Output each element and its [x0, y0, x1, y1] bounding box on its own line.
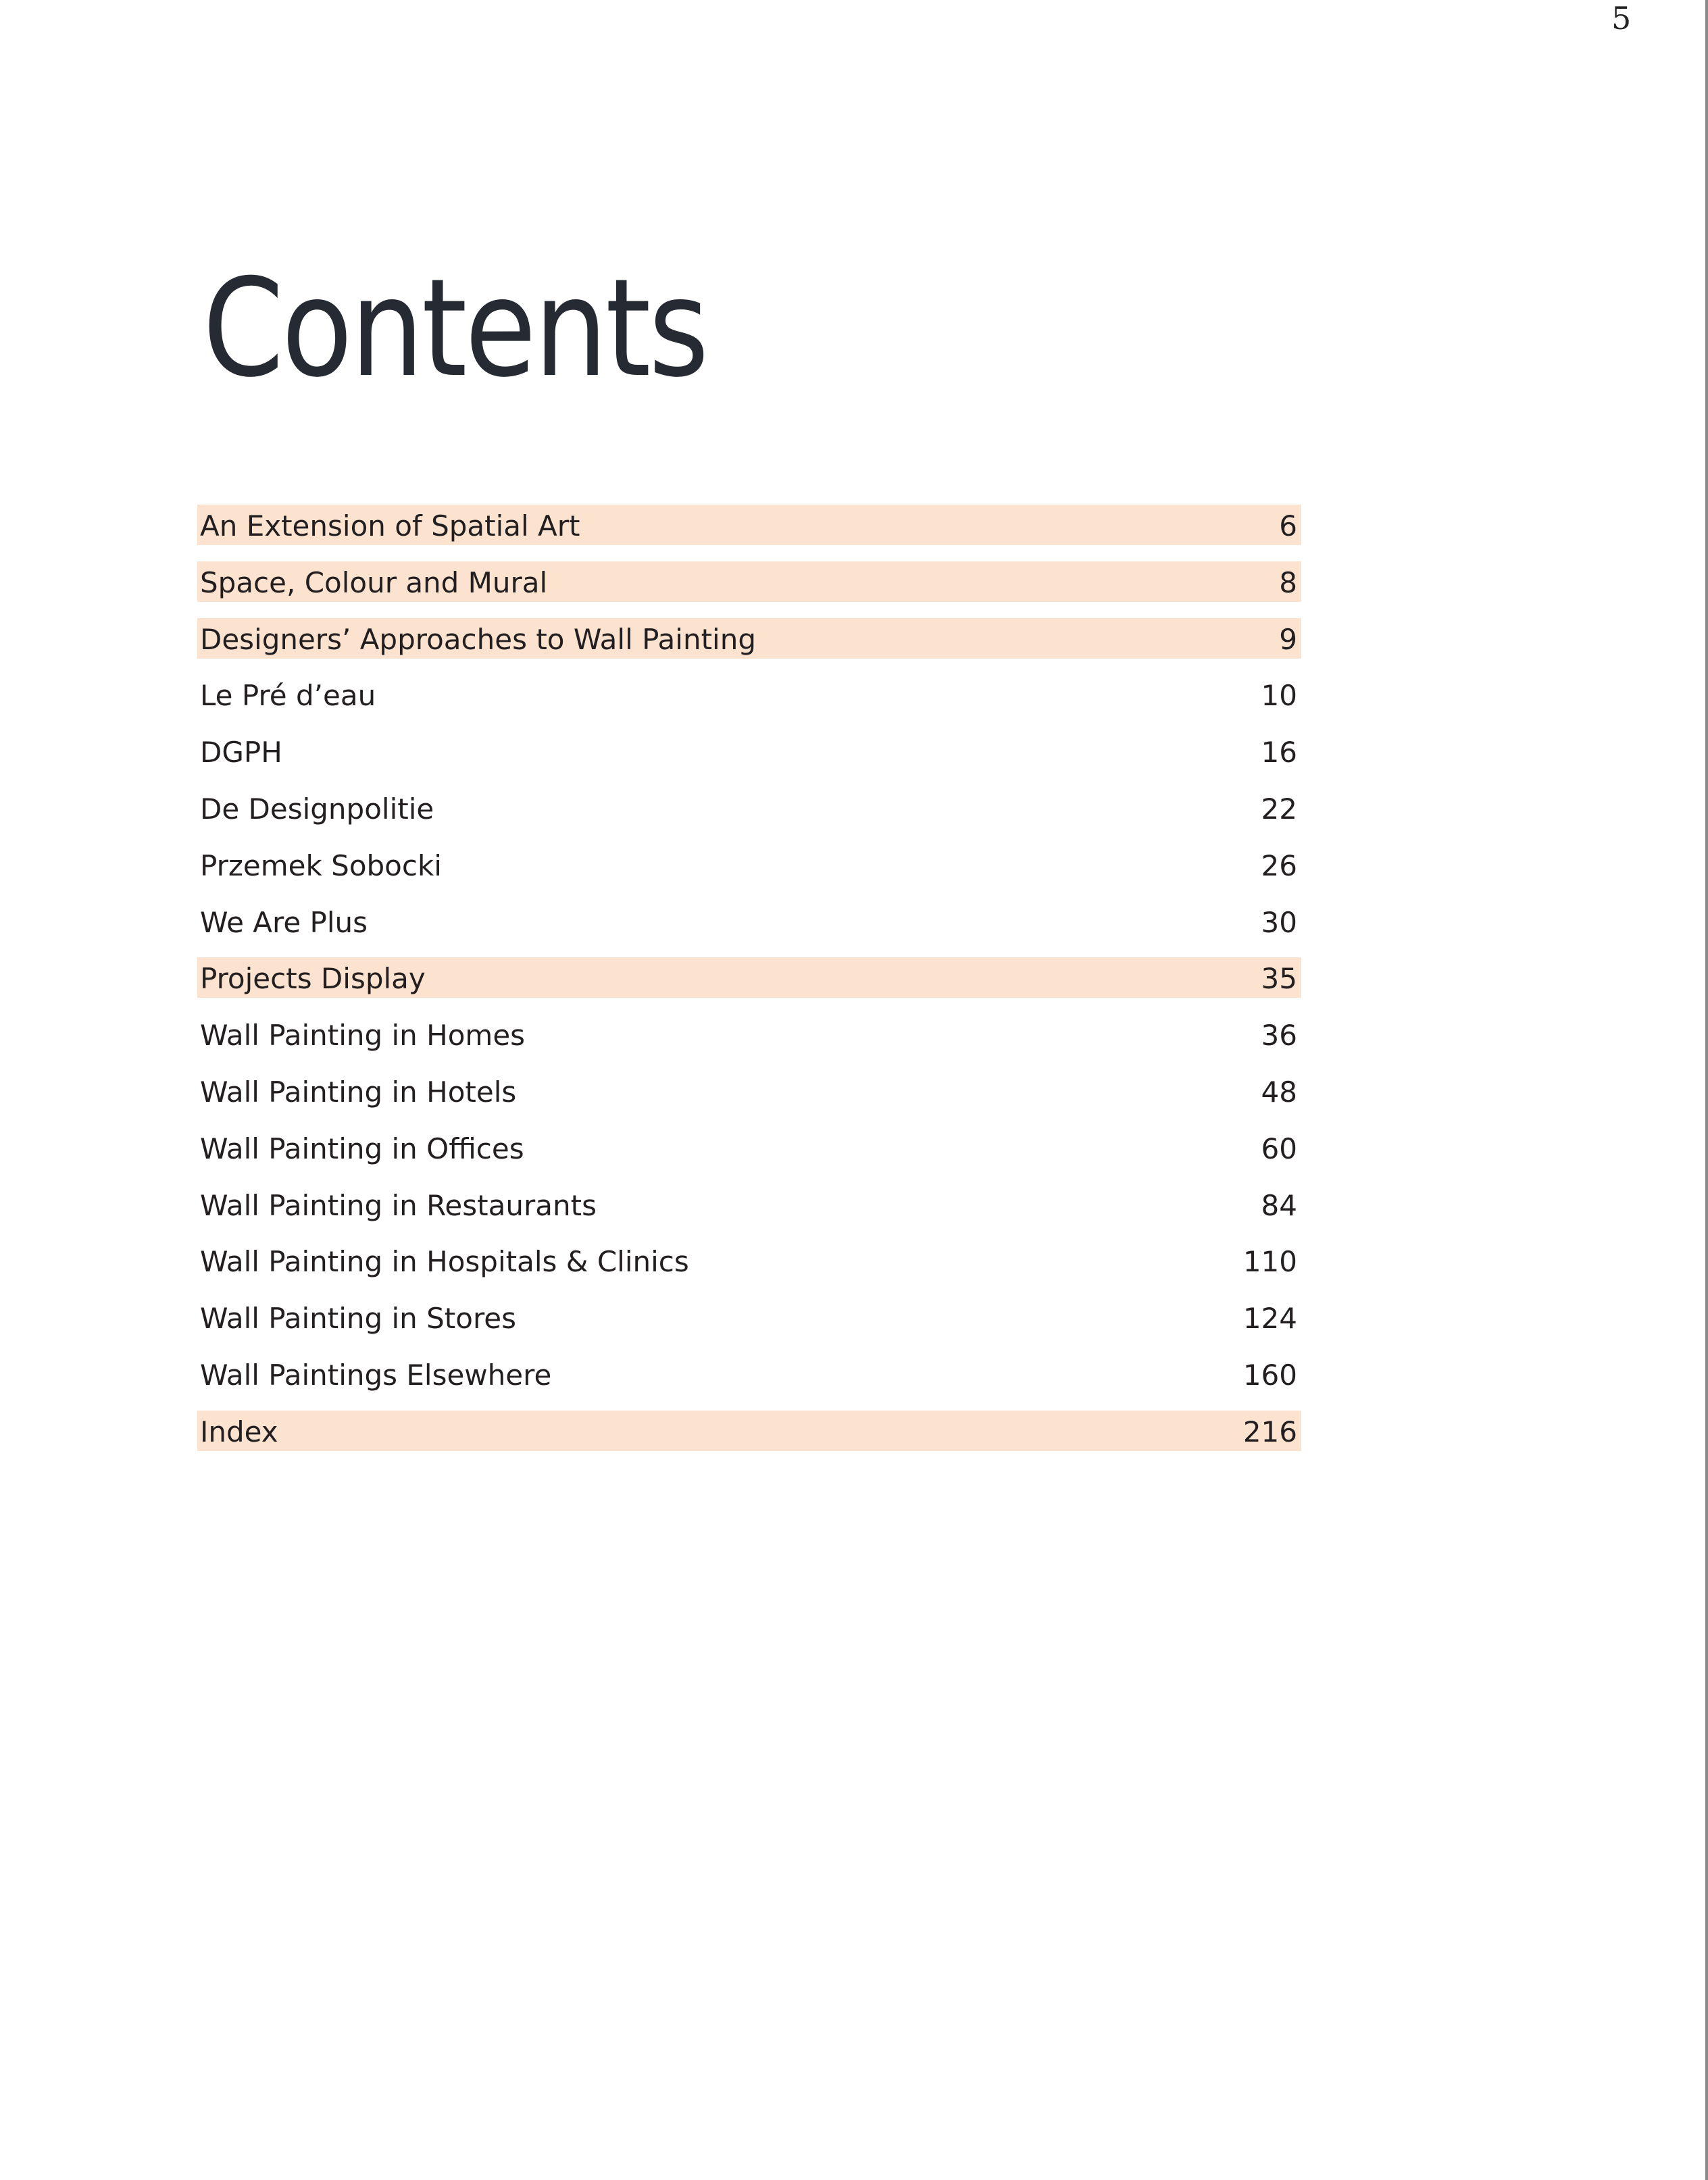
toc-entry-page: 22 — [1261, 792, 1297, 826]
toc-entry-title: An Extension of Spatial Art — [200, 509, 580, 542]
toc-entry — [197, 1127, 1301, 1168]
toc-entry-title: Wall Painting in Offices — [200, 1132, 524, 1165]
toc-entry-page: 124 — [1242, 1302, 1297, 1336]
toc-entry — [197, 844, 1301, 885]
toc-entry — [197, 561, 1301, 602]
toc-entry-title: Index — [200, 1415, 278, 1448]
toc-entry-title: We Are Plus — [200, 905, 368, 939]
toc-entry — [197, 957, 1301, 998]
toc-entry-title: Wall Paintings Elsewhere — [200, 1358, 552, 1392]
toc-entry-title: Projects Display — [200, 962, 426, 996]
toc-entry — [197, 731, 1301, 771]
toc-entry-title: Wall Painting in Stores — [200, 1302, 517, 1336]
toc-entry — [197, 1071, 1301, 1111]
toc-entry-title: Wall Painting in Homes — [200, 1019, 526, 1053]
toc-entry-page: 160 — [1242, 1358, 1297, 1392]
toc-entry-page: 35 — [1261, 962, 1297, 996]
toc-entry — [197, 1184, 1301, 1225]
table-of-contents — [197, 505, 1301, 1467]
toc-entry-page: 216 — [1242, 1415, 1297, 1448]
toc-entry — [197, 505, 1301, 545]
toc-entry — [197, 901, 1301, 942]
toc-entry-title: Wall Painting in Hospitals & Clinics — [200, 1245, 689, 1279]
toc-entry-page: 6 — [1279, 509, 1297, 542]
toc-entry-title: Wall Painting in Restaurants — [200, 1188, 597, 1222]
toc-entry — [197, 674, 1301, 715]
toc-entry-page: 8 — [1279, 565, 1297, 599]
toc-entry-title: Wall Painting in Hotels — [200, 1075, 517, 1109]
toc-entry-page: 110 — [1242, 1245, 1297, 1279]
toc-entry-page: 84 — [1261, 1188, 1297, 1222]
toc-entry — [197, 1354, 1301, 1394]
toc-entry-title: Przemek Sobocki — [200, 848, 442, 882]
toc-entry-title: Space, Colour and Mural — [200, 565, 548, 599]
toc-entry-page: 30 — [1261, 905, 1297, 939]
toc-entry-page: 16 — [1261, 736, 1297, 769]
toc-entry — [197, 1014, 1301, 1055]
toc-entry — [197, 788, 1301, 828]
page-number: 5 — [1611, 0, 1632, 36]
toc-entry-title: Le Pré d’eau — [200, 679, 376, 713]
toc-entry-page: 10 — [1261, 679, 1297, 713]
toc-entry-title: Designers’ Approaches to Wall Painting — [200, 622, 756, 656]
toc-entry — [197, 1240, 1301, 1281]
toc-entry — [197, 618, 1301, 659]
toc-entry-title: De Designpolitie — [200, 792, 434, 826]
toc-entry-page: 36 — [1261, 1019, 1297, 1053]
toc-entry-title: DGPH — [200, 736, 282, 769]
toc-entry-page: 9 — [1279, 622, 1297, 656]
page-edge — [1705, 0, 1708, 2180]
toc-entry-page: 60 — [1261, 1132, 1297, 1165]
toc-entry-page: 26 — [1261, 848, 1297, 882]
page-title: Contents — [203, 250, 707, 407]
toc-entry — [197, 1411, 1301, 1451]
toc-entry — [197, 1297, 1301, 1338]
toc-entry-page: 48 — [1261, 1075, 1297, 1109]
